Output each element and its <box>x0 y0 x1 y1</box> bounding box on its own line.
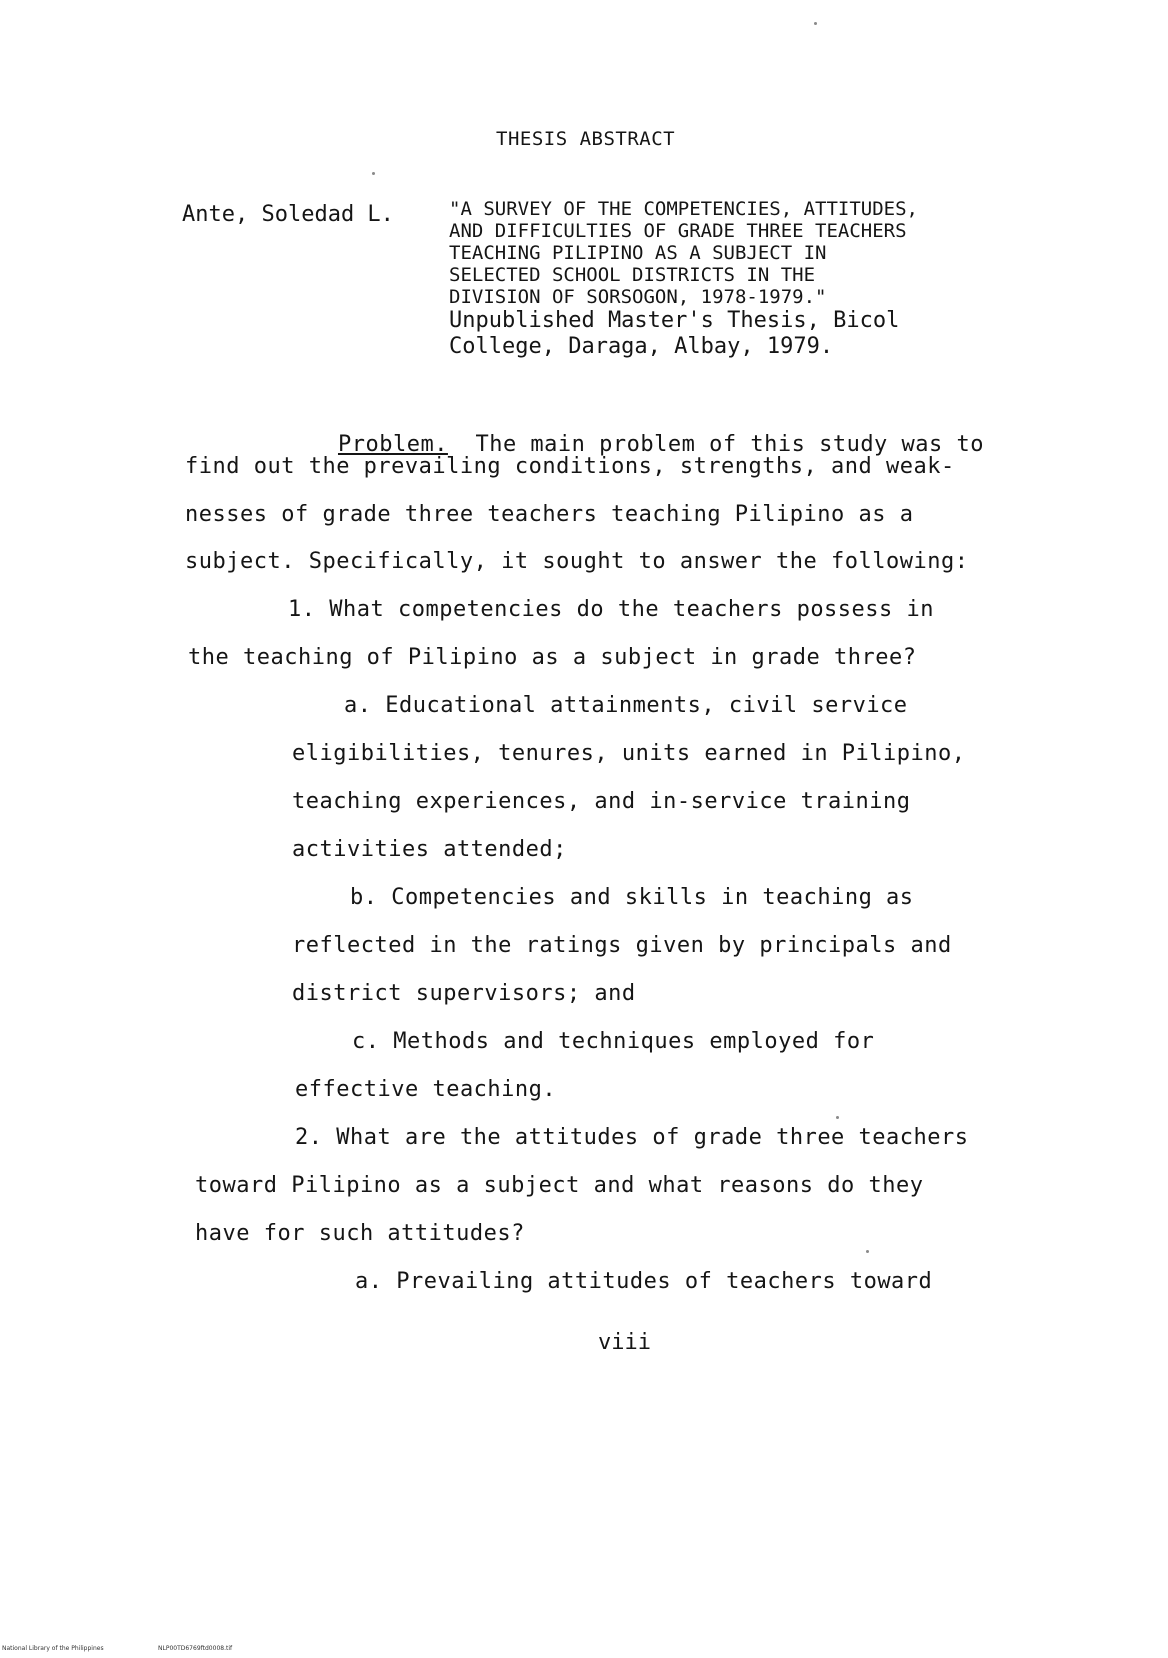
subitem-line: b. Competencies and skills in teaching as <box>350 885 914 910</box>
question-line: 1. What competencies do the teachers possess in <box>288 597 935 622</box>
body-line: find out the prevailing conditions, strengths, and weak- <box>185 454 955 479</box>
author-name: Ante, Soledad L. <box>182 202 394 227</box>
question-line: 2. What are the attitudes of grade three teachers <box>295 1125 969 1150</box>
problem-heading: Problem. <box>337 432 448 457</box>
citation-line: AND DIFFICULTIES OF GRADE THREE TEACHERS <box>449 220 907 242</box>
body-line: teaching experiences, and in-service training <box>292 789 911 814</box>
subitem-line: a. Educational attainments, civil service <box>344 693 908 718</box>
scan-speck <box>372 172 375 175</box>
citation-line: TEACHING PILIPINO AS A SUBJECT IN <box>449 242 827 264</box>
body-line: the teaching of Pilipino as a subject in grade three? <box>188 645 917 670</box>
citation-line: Unpublished Master's Thesis, Bicol <box>449 308 900 333</box>
citation-line: "A SURVEY OF THE COMPETENCIES, ATTITUDES, <box>449 198 918 220</box>
scan-speck <box>866 1250 869 1253</box>
body-line: The main problem of this study was to <box>475 432 985 457</box>
body-line: activities attended; <box>292 837 567 862</box>
scan-speck <box>836 1116 839 1119</box>
subitem-line: c. Methods and techniques employed for <box>352 1029 875 1054</box>
page-number: viii <box>598 1330 651 1355</box>
document-title: THESIS ABSTRACT <box>496 128 676 150</box>
body-line: effective teaching. <box>295 1077 557 1102</box>
scan-speck <box>814 22 817 25</box>
footer-library: National Library of the Philippines <box>2 1645 104 1652</box>
body-line: nesses of grade three teachers teaching Pilipino as a <box>185 502 914 527</box>
body-line: toward Pilipino as a subject and what reasons do they <box>195 1173 924 1198</box>
body-line: eligibilities, tenures, units earned in Pilipino, <box>292 741 966 766</box>
body-line: district supervisors; and <box>292 981 636 1006</box>
citation-block <box>449 198 1149 360</box>
subitem-line: a. Prevailing attitudes of teachers toward <box>355 1269 933 1294</box>
citation-line: DIVISION OF SORSOGON, 1978-1979." <box>449 286 827 308</box>
footer-filename: NLP00TD6769ftd0008.tif <box>158 1645 233 1652</box>
citation-line: College, Daraga, Albay, 1979. <box>449 334 834 359</box>
body-line: subject. Specifically, it sought to answer the following: <box>185 549 969 574</box>
body-line: have for such attitudes? <box>195 1221 525 1246</box>
body-line: reflected in the ratings given by principals and <box>292 933 952 958</box>
citation-line: SELECTED SCHOOL DISTRICTS IN THE <box>449 264 816 286</box>
